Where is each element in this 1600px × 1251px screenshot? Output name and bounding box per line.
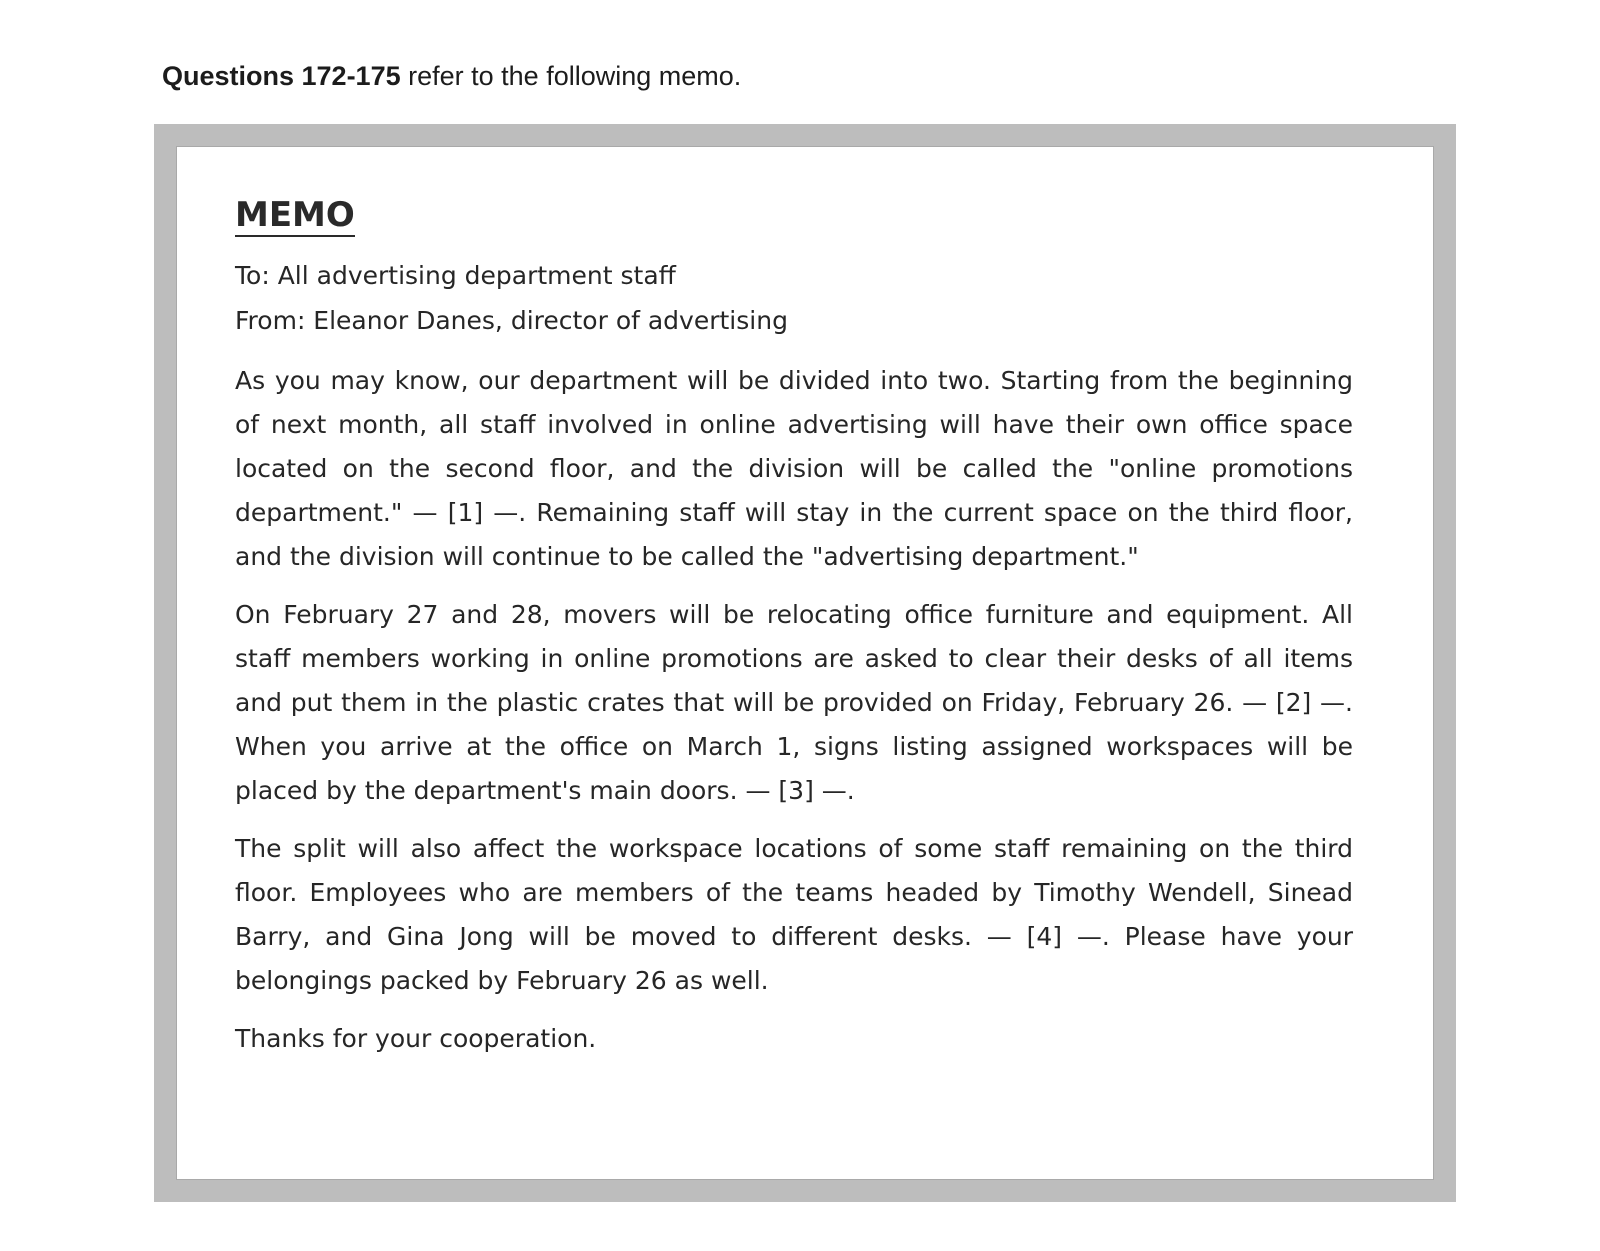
memo-paragraph-3: The split will also affect the workspace locations of some staff remaining on the third floor. Employees who are members of the teams headed by Timothy Wendell, Sinead Barry, and Gina Jong will be moved to different desks. — [4] —. Please have your belongings packed by February 26 as well. [235, 834, 1353, 995]
memo-paragraph-1: As you may know, our department will be divided into two. Starting from the beginning of next month, all staff involved in online advertising will have their own office space located on the second floor, and the division will be called the "online promotions department." — [1] —. Remaining staff will stay in the current space on the third floor, and the division will continue to be called the "advertising department." [235, 366, 1353, 571]
memo-paragraph-2: On February 27 and 28, movers will be relocating office furniture and equipment. All staff members working in online promotions are asked to clear their desks of all items and put them in the plastic crates that will be provided on Friday, February 26. — [2] —. When you arrive at the office on March 1, signs listing assigned workspaces will be placed by the department's main doors. — [3] —. [235, 600, 1353, 805]
question-intro-text: refer to the following memo. [400, 61, 742, 91]
memo-content [235, 195, 1353, 1061]
memo-title: MEMO [235, 195, 355, 235]
question-intro [162, 56, 741, 96]
memo-from-line: From: Eleanor Danes, director of advertising [235, 306, 788, 335]
memo-box [176, 146, 1434, 1180]
memo-frame [154, 124, 1456, 1202]
memo-to-line: To: All advertising department staff [235, 261, 676, 290]
question-range: Questions 172-175 [162, 61, 401, 91]
memo-closing: Thanks for your cooperation. [235, 1024, 597, 1053]
